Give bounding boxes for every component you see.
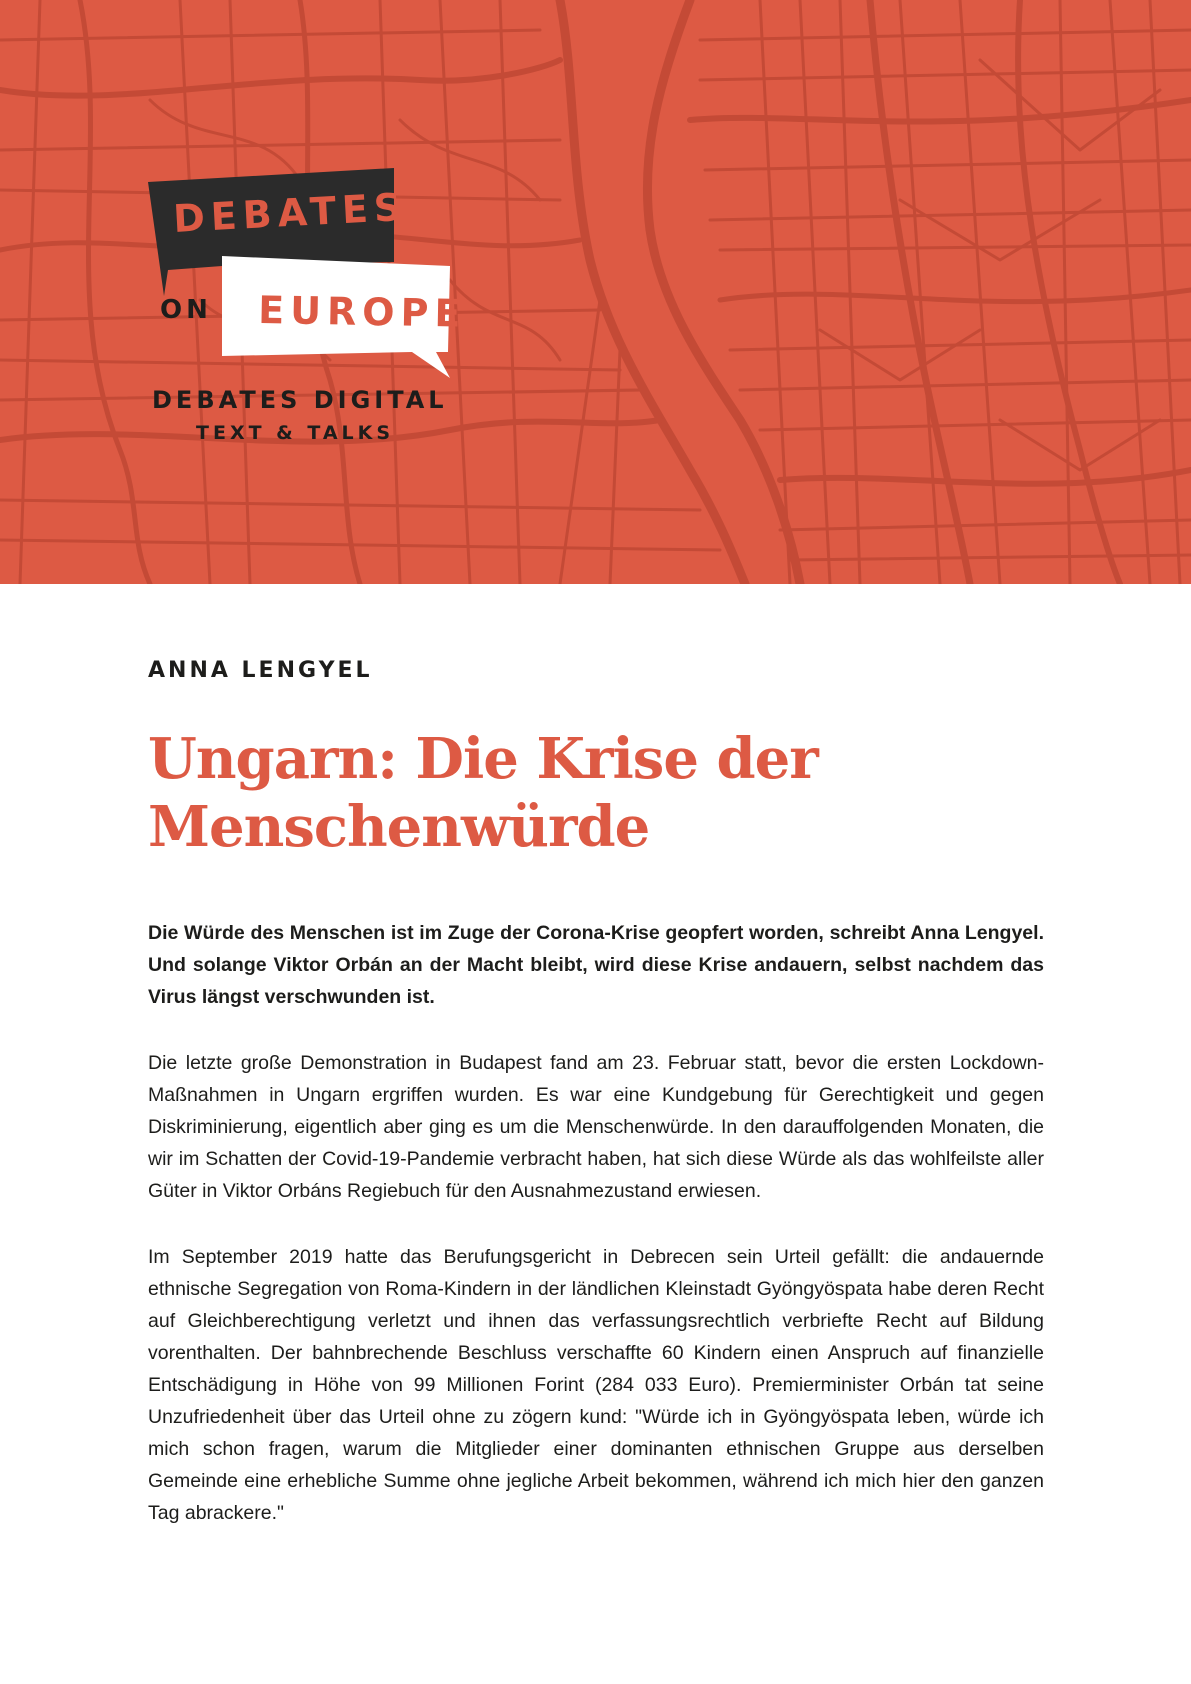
logo-debates-text: DEBATES [172, 184, 409, 241]
article [148, 640, 1044, 1529]
debates-on-europe-logo [0, 0, 1191, 584]
article-paragraph: Die letzte große Demonstration in Budapest fand am 23. Februar statt, bevor die ersten Lockdown-Maßnahmen in Ungarn ergriffen wurden. Es war eine Kundgebung für Gerechtigkeit und gegen Diskriminierung, eigentlich aber ging es um die Menschenwürde. In den darauffolgenden Monaten, die wir im Schatten der Covid-19-Pandemie verbracht haben, hat sich diese Würde als das wohlfeilste aller Güter in Viktor Orbáns Regiebuch für den Ausnahmezustand erwiesen. [148, 1052, 1044, 1202]
article-lead: Die Würde des Menschen ist im Zuge der Corona-Krise geopfert worden, schreibt Anna Lengyel. Und solange Viktor Orbán an der Macht bleibt, wird diese Krise andauern, selbst nachdem das Virus längst verschwunden ist. [148, 922, 1044, 1008]
article-title: Ungarn: Die Krise der Menschenwürde [148, 726, 818, 860]
logo-subtitle-digital: DEBATES DIGITAL [152, 386, 448, 414]
header-banner [0, 0, 1191, 584]
author-name: ANNA LENGYEL [148, 658, 373, 683]
logo-on-text: ON [160, 295, 212, 325]
logo-europe-text: EUROPE [257, 288, 467, 336]
logo-subtitle-talks: TEXT & TALKS [196, 422, 395, 444]
article-paragraph: Im September 2019 hatte das Berufungsgericht in Debrecen sein Urteil gefällt: die andauernde ethnische Segregation von Roma-Kindern in der ländlichen Kleinstadt Gyöngyöspata habe deren Recht auf Gleichberechtigung verletzt und ihnen das verfassungsrechtlich verbriefte Recht auf Bildung vorenthalten. Der bahnbrechende Beschluss verschaffte 60 Kindern einen Anspruch auf finanzielle Entschädigung in Höhe von 99 Millionen Forint (284 033 Euro). Premierminister Orbán tat seine Unzufriedenheit über das Urteil ohne zu zögern kund: "Würde ich in Gyöngyöspata leben, würde ich mich schon fragen, warum die Mitglieder einer dominanten ethnischen Gruppe aus derselben Gemeinde eine erhebliche Summe ohne jegliche Arbeit bekommen, während ich mich hier den ganzen Tag abrackere." [148, 1246, 1044, 1524]
